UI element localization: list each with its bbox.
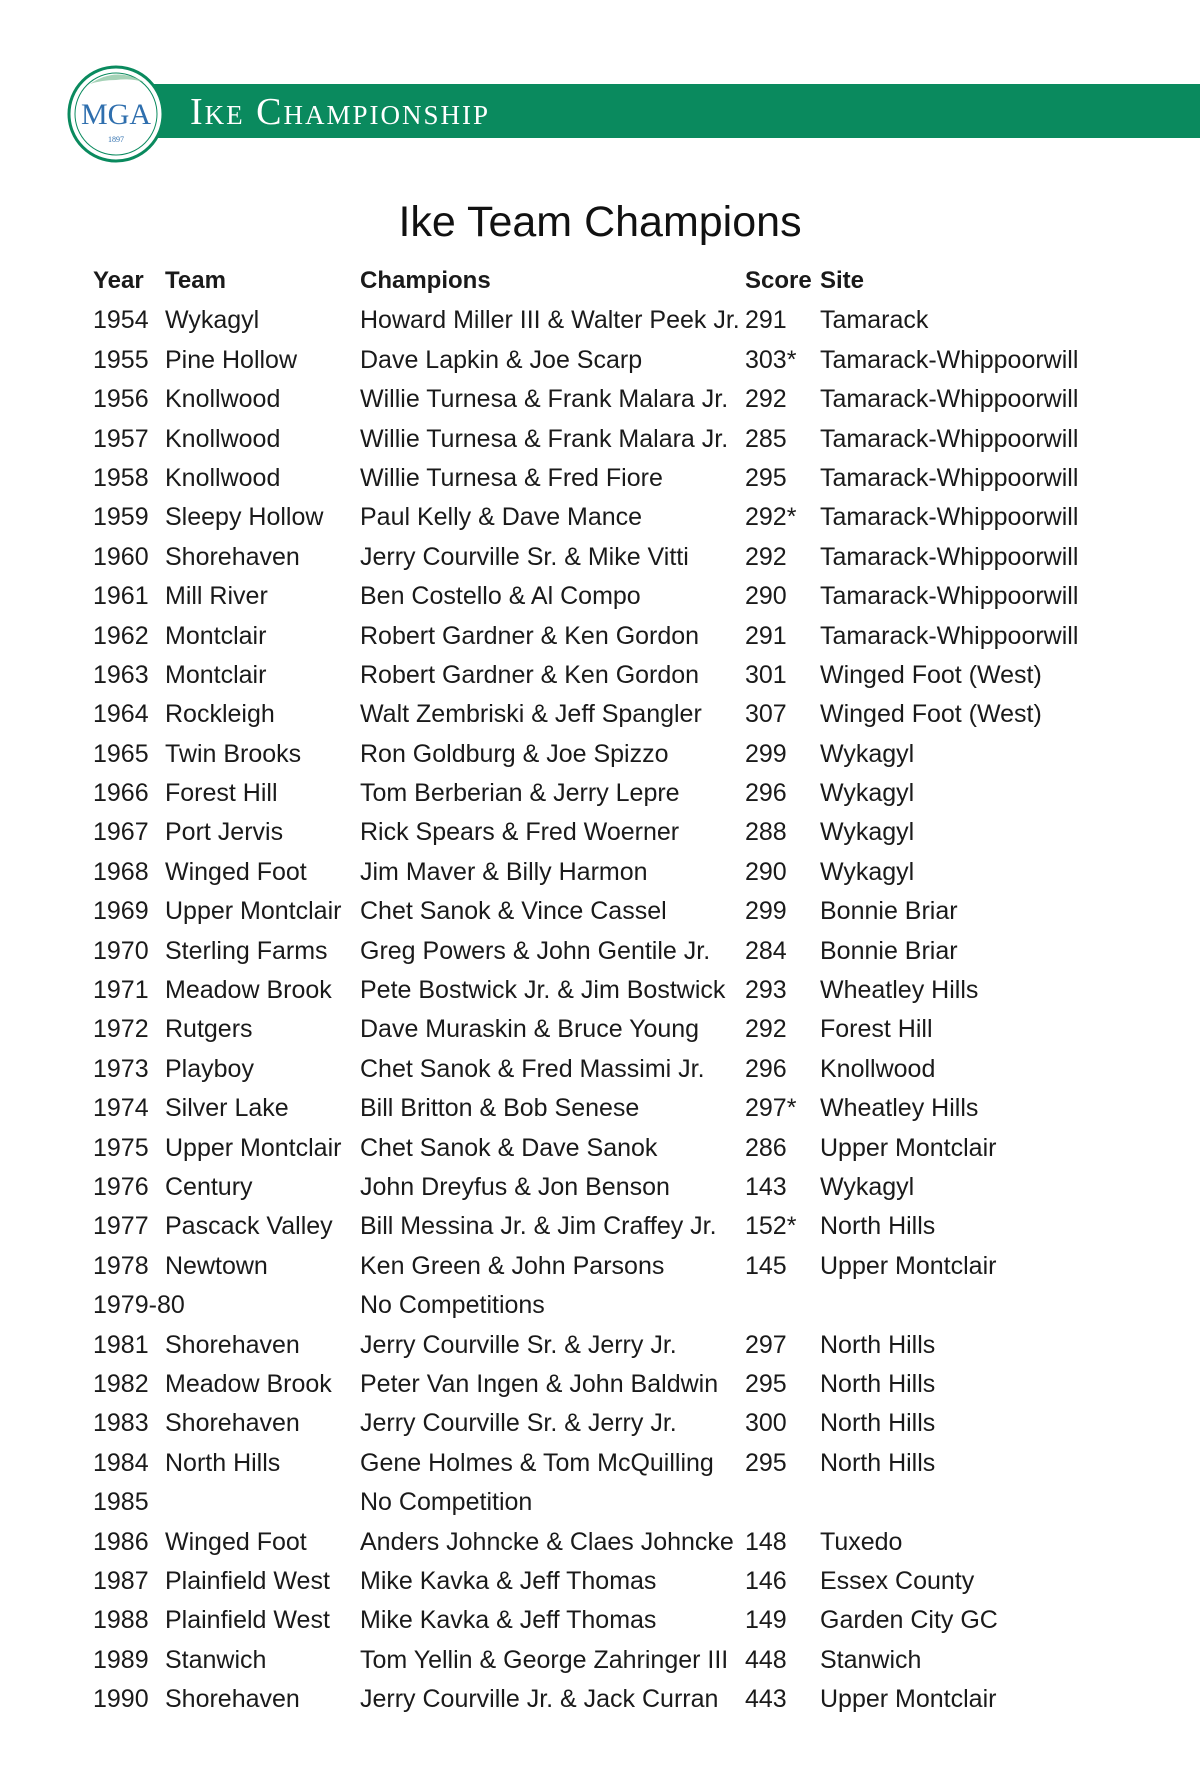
champions-cell: Jim Maver & Billy Harmon <box>360 857 648 886</box>
site-cell: Upper Montclair <box>820 1251 997 1280</box>
table-row <box>93 1168 1133 1207</box>
champions-cell: Dave Muraskin & Bruce Young <box>360 1015 700 1044</box>
year-cell: 1959 <box>93 503 149 532</box>
champions-cell: Chet Sanok & Dave Sanok <box>360 1133 658 1162</box>
year-cell: 1977 <box>93 1212 149 1241</box>
year-cell: 1955 <box>93 345 149 374</box>
table-row <box>93 1641 1133 1680</box>
site-cell: Tamarack-Whippoorwill <box>820 582 1079 611</box>
site-cell: Tamarack-Whippoorwill <box>820 503 1079 532</box>
year-cell: 1972 <box>93 1015 149 1044</box>
table-row <box>93 853 1133 892</box>
mga-logo <box>60 60 172 164</box>
score-cell: 145 <box>745 1251 787 1280</box>
year-cell: 1974 <box>93 1094 149 1123</box>
year-cell: 1971 <box>93 976 149 1005</box>
table-row <box>93 774 1133 813</box>
table-row <box>93 538 1133 577</box>
year-cell: 1983 <box>93 1409 149 1438</box>
table-row <box>93 1010 1133 1049</box>
team-cell: Knollwood <box>165 463 281 492</box>
site-cell: Tamarack-Whippoorwill <box>820 424 1079 453</box>
table-row <box>93 932 1133 971</box>
column-header-score: Score <box>745 267 812 294</box>
team-cell: Montclair <box>165 621 267 650</box>
table-row <box>93 971 1133 1010</box>
score-cell: 143 <box>745 1172 787 1201</box>
table-body <box>93 301 1133 1719</box>
table-row <box>93 617 1133 656</box>
champions-cell: Jerry Courville Sr. & Jerry Jr. <box>360 1409 677 1438</box>
team-cell: Rutgers <box>165 1015 253 1044</box>
year-cell: 1987 <box>93 1566 149 1595</box>
site-cell: Tamarack <box>820 306 929 335</box>
site-cell: Wykagyl <box>820 779 915 808</box>
team-cell: Upper Montclair <box>165 1133 342 1162</box>
site-cell: Knollwood <box>820 1054 936 1083</box>
champions-cell: Willie Turnesa & Frank Malara Jr. <box>360 424 729 453</box>
year-cell: 1970 <box>93 936 149 965</box>
table-row <box>93 735 1133 774</box>
column-header-team: Team <box>165 267 226 294</box>
year-cell: 1969 <box>93 897 149 926</box>
team-cell: Shorehaven <box>165 1330 300 1359</box>
champions-table <box>93 262 1133 1719</box>
site-cell: Stanwich <box>820 1645 922 1674</box>
team-cell: Sleepy Hollow <box>165 503 324 532</box>
champions-cell: Ron Goldburg & Joe Spizzo <box>360 739 669 768</box>
table-row <box>93 1050 1133 1089</box>
champions-cell: Bill Messina Jr. & Jim Craffey Jr. <box>360 1212 717 1241</box>
team-cell: Upper Montclair <box>165 897 342 926</box>
team-cell: Stanwich <box>165 1645 267 1674</box>
champions-cell: Tom Berberian & Jerry Lepre <box>360 779 680 808</box>
champions-cell: Willie Turnesa & Fred Fiore <box>360 463 663 492</box>
score-cell: 303* <box>745 345 797 374</box>
team-cell: Shorehaven <box>165 542 300 571</box>
score-cell: 291 <box>745 621 787 650</box>
site-cell: North Hills <box>820 1448 936 1477</box>
table-row <box>93 341 1133 380</box>
score-cell: 295 <box>745 463 787 492</box>
team-cell: Knollwood <box>165 424 281 453</box>
champions-cell: No Competition <box>360 1488 533 1517</box>
site-cell: Upper Montclair <box>820 1685 997 1714</box>
year-cell: 1963 <box>93 660 149 689</box>
table-row <box>93 1129 1133 1168</box>
site-cell: Bonnie Briar <box>820 936 958 965</box>
site-cell: Wykagyl <box>820 739 915 768</box>
score-cell: 290 <box>745 582 787 611</box>
score-cell: 297 <box>745 1330 787 1359</box>
team-cell: Twin Brooks <box>165 739 302 768</box>
champions-cell: Rick Spears & Fred Woerner <box>360 818 680 847</box>
team-cell: Meadow Brook <box>165 976 332 1005</box>
site-cell: North Hills <box>820 1369 936 1398</box>
team-cell: Rockleigh <box>165 700 275 729</box>
year-cell: 1979-80 <box>93 1291 185 1320</box>
table-row <box>93 380 1133 419</box>
champions-cell: Howard Miller III & Walter Peek Jr. <box>360 306 740 335</box>
logo-text: MGA <box>80 98 152 131</box>
table-row <box>93 1365 1133 1404</box>
score-cell: 299 <box>745 739 787 768</box>
team-cell: Knollwood <box>165 385 281 414</box>
team-cell: Mill River <box>165 582 268 611</box>
site-cell: Wykagyl <box>820 857 915 886</box>
champions-cell: Jerry Courville Jr. & Jack Curran <box>360 1685 719 1714</box>
score-cell: 290 <box>745 857 787 886</box>
score-cell: 295 <box>745 1448 787 1477</box>
table-row <box>93 577 1133 616</box>
team-cell: North Hills <box>165 1448 281 1477</box>
champions-cell: Greg Powers & John Gentile Jr. <box>360 936 711 965</box>
champions-cell: Mike Kavka & Jeff Thomas <box>360 1566 657 1595</box>
table-row <box>93 1601 1133 1640</box>
score-cell: 448 <box>745 1645 787 1674</box>
site-cell: North Hills <box>820 1409 936 1438</box>
champions-cell: Anders Johncke & Claes Johncke <box>360 1527 734 1556</box>
table-row <box>93 695 1133 734</box>
year-cell: 1976 <box>93 1172 149 1201</box>
table-row <box>93 1444 1133 1483</box>
score-cell: 443 <box>745 1685 787 1714</box>
site-cell: Winged Foot (West) <box>820 660 1042 689</box>
team-cell: Winged Foot <box>165 1527 307 1556</box>
champions-cell: Bill Britton & Bob Senese <box>360 1094 640 1123</box>
site-cell: Upper Montclair <box>820 1133 997 1162</box>
champions-cell: Peter Van Ingen & John Baldwin <box>360 1369 719 1398</box>
logo-year: 1897 <box>108 135 124 144</box>
champions-cell: Jerry Courville Sr. & Mike Vitti <box>360 542 689 571</box>
score-cell: 148 <box>745 1527 787 1556</box>
team-cell: Shorehaven <box>165 1409 300 1438</box>
year-cell: 1984 <box>93 1448 149 1477</box>
champions-cell: Chet Sanok & Fred Massimi Jr. <box>360 1054 705 1083</box>
site-cell: Garden City GC <box>820 1606 998 1635</box>
site-cell: Tamarack-Whippoorwill <box>820 385 1079 414</box>
table-row <box>93 892 1133 931</box>
team-cell: Silver Lake <box>165 1094 289 1123</box>
site-cell: Tamarack-Whippoorwill <box>820 345 1079 374</box>
site-cell: North Hills <box>820 1330 936 1359</box>
score-cell: 286 <box>745 1133 787 1162</box>
table-row <box>93 1326 1133 1365</box>
score-cell: 292 <box>745 542 787 571</box>
champions-cell: Dave Lapkin & Joe Scarp <box>360 345 643 374</box>
team-cell: Pascack Valley <box>165 1212 333 1241</box>
team-cell: Port Jervis <box>165 818 284 847</box>
column-header-champions: Champions <box>360 267 491 294</box>
column-header-site: Site <box>820 267 865 294</box>
score-cell: 152* <box>745 1212 797 1241</box>
site-cell: Winged Foot (West) <box>820 700 1042 729</box>
site-cell: Tamarack-Whippoorwill <box>820 621 1079 650</box>
site-cell: Tamarack-Whippoorwill <box>820 542 1079 571</box>
site-cell: Essex County <box>820 1566 975 1595</box>
champions-cell: Mike Kavka & Jeff Thomas <box>360 1606 657 1635</box>
score-cell: 288 <box>745 818 787 847</box>
year-cell: 1978 <box>93 1251 149 1280</box>
champions-cell: John Dreyfus & Jon Benson <box>360 1172 670 1201</box>
champions-cell: Jerry Courville Sr. & Jerry Jr. <box>360 1330 677 1359</box>
table-row <box>93 1404 1133 1443</box>
year-cell: 1954 <box>93 306 149 335</box>
table-header <box>93 262 1133 301</box>
score-cell: 149 <box>745 1606 787 1635</box>
table-row <box>93 1247 1133 1286</box>
team-cell: Winged Foot <box>165 857 307 886</box>
score-cell: 296 <box>745 1054 787 1083</box>
table-row <box>93 1523 1133 1562</box>
year-cell: 1973 <box>93 1054 149 1083</box>
year-cell: 1985 <box>93 1488 149 1517</box>
year-cell: 1957 <box>93 424 149 453</box>
score-cell: 297* <box>745 1094 797 1123</box>
year-cell: 1964 <box>93 700 149 729</box>
team-cell: Sterling Farms <box>165 936 328 965</box>
column-header-year: Year <box>93 267 144 294</box>
score-cell: 295 <box>745 1369 787 1398</box>
table-row <box>93 1286 1133 1325</box>
champions-cell: Gene Holmes & Tom McQuilling <box>360 1448 714 1477</box>
champions-cell: No Competitions <box>360 1291 545 1320</box>
year-cell: 1986 <box>93 1527 149 1556</box>
score-cell: 146 <box>745 1566 787 1595</box>
site-cell: Wheatley Hills <box>820 1094 979 1123</box>
team-cell: Newtown <box>165 1251 268 1280</box>
year-cell: 1982 <box>93 1369 149 1398</box>
year-cell: 1965 <box>93 739 149 768</box>
year-cell: 1960 <box>93 542 149 571</box>
table-row <box>93 1680 1133 1719</box>
banner-title: Ike Championship <box>190 91 491 133</box>
year-cell: 1975 <box>93 1133 149 1162</box>
champions-cell: Pete Bostwick Jr. & Jim Bostwick <box>360 976 726 1005</box>
champions-cell: Ken Green & John Parsons <box>360 1251 665 1280</box>
score-cell: 299 <box>745 897 787 926</box>
site-cell: Tuxedo <box>820 1527 903 1556</box>
team-cell: Montclair <box>165 660 267 689</box>
team-cell: Meadow Brook <box>165 1369 332 1398</box>
table-row <box>93 1089 1133 1128</box>
team-cell: Century <box>165 1172 253 1201</box>
team-cell: Plainfield West <box>165 1566 330 1595</box>
year-cell: 1958 <box>93 463 149 492</box>
year-cell: 1966 <box>93 779 149 808</box>
score-cell: 292 <box>745 1015 787 1044</box>
champions-cell: Ben Costello & Al Compo <box>360 582 641 611</box>
champions-cell: Walt Zembriski & Jeff Spangler <box>360 700 702 729</box>
year-cell: 1961 <box>93 582 149 611</box>
table-row <box>93 301 1133 340</box>
score-cell: 285 <box>745 424 787 453</box>
year-cell: 1962 <box>93 621 149 650</box>
champions-cell: Chet Sanok & Vince Cassel <box>360 897 667 926</box>
table-row <box>93 1207 1133 1246</box>
site-cell: Wheatley Hills <box>820 976 979 1005</box>
year-cell: 1956 <box>93 385 149 414</box>
score-cell: 292 <box>745 385 787 414</box>
score-cell: 293 <box>745 976 787 1005</box>
table-row <box>93 498 1133 537</box>
team-cell: Forest Hill <box>165 779 278 808</box>
champions-cell: Robert Gardner & Ken Gordon <box>360 621 700 650</box>
site-cell: Forest Hill <box>820 1015 933 1044</box>
team-cell: Playboy <box>165 1054 254 1083</box>
table-row <box>93 813 1133 852</box>
table-row <box>93 1483 1133 1522</box>
champions-cell: Willie Turnesa & Frank Malara Jr. <box>360 385 729 414</box>
champions-cell: Paul Kelly & Dave Mance <box>360 503 643 532</box>
team-cell: Pine Hollow <box>165 345 298 374</box>
table-row <box>93 459 1133 498</box>
site-cell: Wykagyl <box>820 1172 915 1201</box>
score-cell: 291 <box>745 306 787 335</box>
year-cell: 1989 <box>93 1645 149 1674</box>
score-cell: 300 <box>745 1409 787 1438</box>
site-cell: North Hills <box>820 1212 936 1241</box>
year-cell: 1967 <box>93 818 149 847</box>
year-cell: 1981 <box>93 1330 149 1359</box>
score-cell: 296 <box>745 779 787 808</box>
page-title: Ike Team Champions <box>398 198 802 246</box>
team-cell: Wykagyl <box>165 306 260 335</box>
site-cell: Tamarack-Whippoorwill <box>820 463 1079 492</box>
score-cell: 292* <box>745 503 797 532</box>
team-cell: Plainfield West <box>165 1606 330 1635</box>
table-row <box>93 420 1133 459</box>
year-cell: 1968 <box>93 857 149 886</box>
score-cell: 284 <box>745 936 787 965</box>
champions-cell: Tom Yellin & George Zahringer III <box>360 1645 729 1674</box>
year-cell: 1988 <box>93 1606 149 1635</box>
title-banner <box>150 84 1200 138</box>
team-cell: Shorehaven <box>165 1685 300 1714</box>
score-cell: 301 <box>745 660 787 689</box>
score-cell: 307 <box>745 700 787 729</box>
champions-cell: Robert Gardner & Ken Gordon <box>360 660 700 689</box>
table-row <box>93 656 1133 695</box>
table-row <box>93 1562 1133 1601</box>
year-cell: 1990 <box>93 1685 149 1714</box>
site-cell: Wykagyl <box>820 818 915 847</box>
site-cell: Bonnie Briar <box>820 897 958 926</box>
